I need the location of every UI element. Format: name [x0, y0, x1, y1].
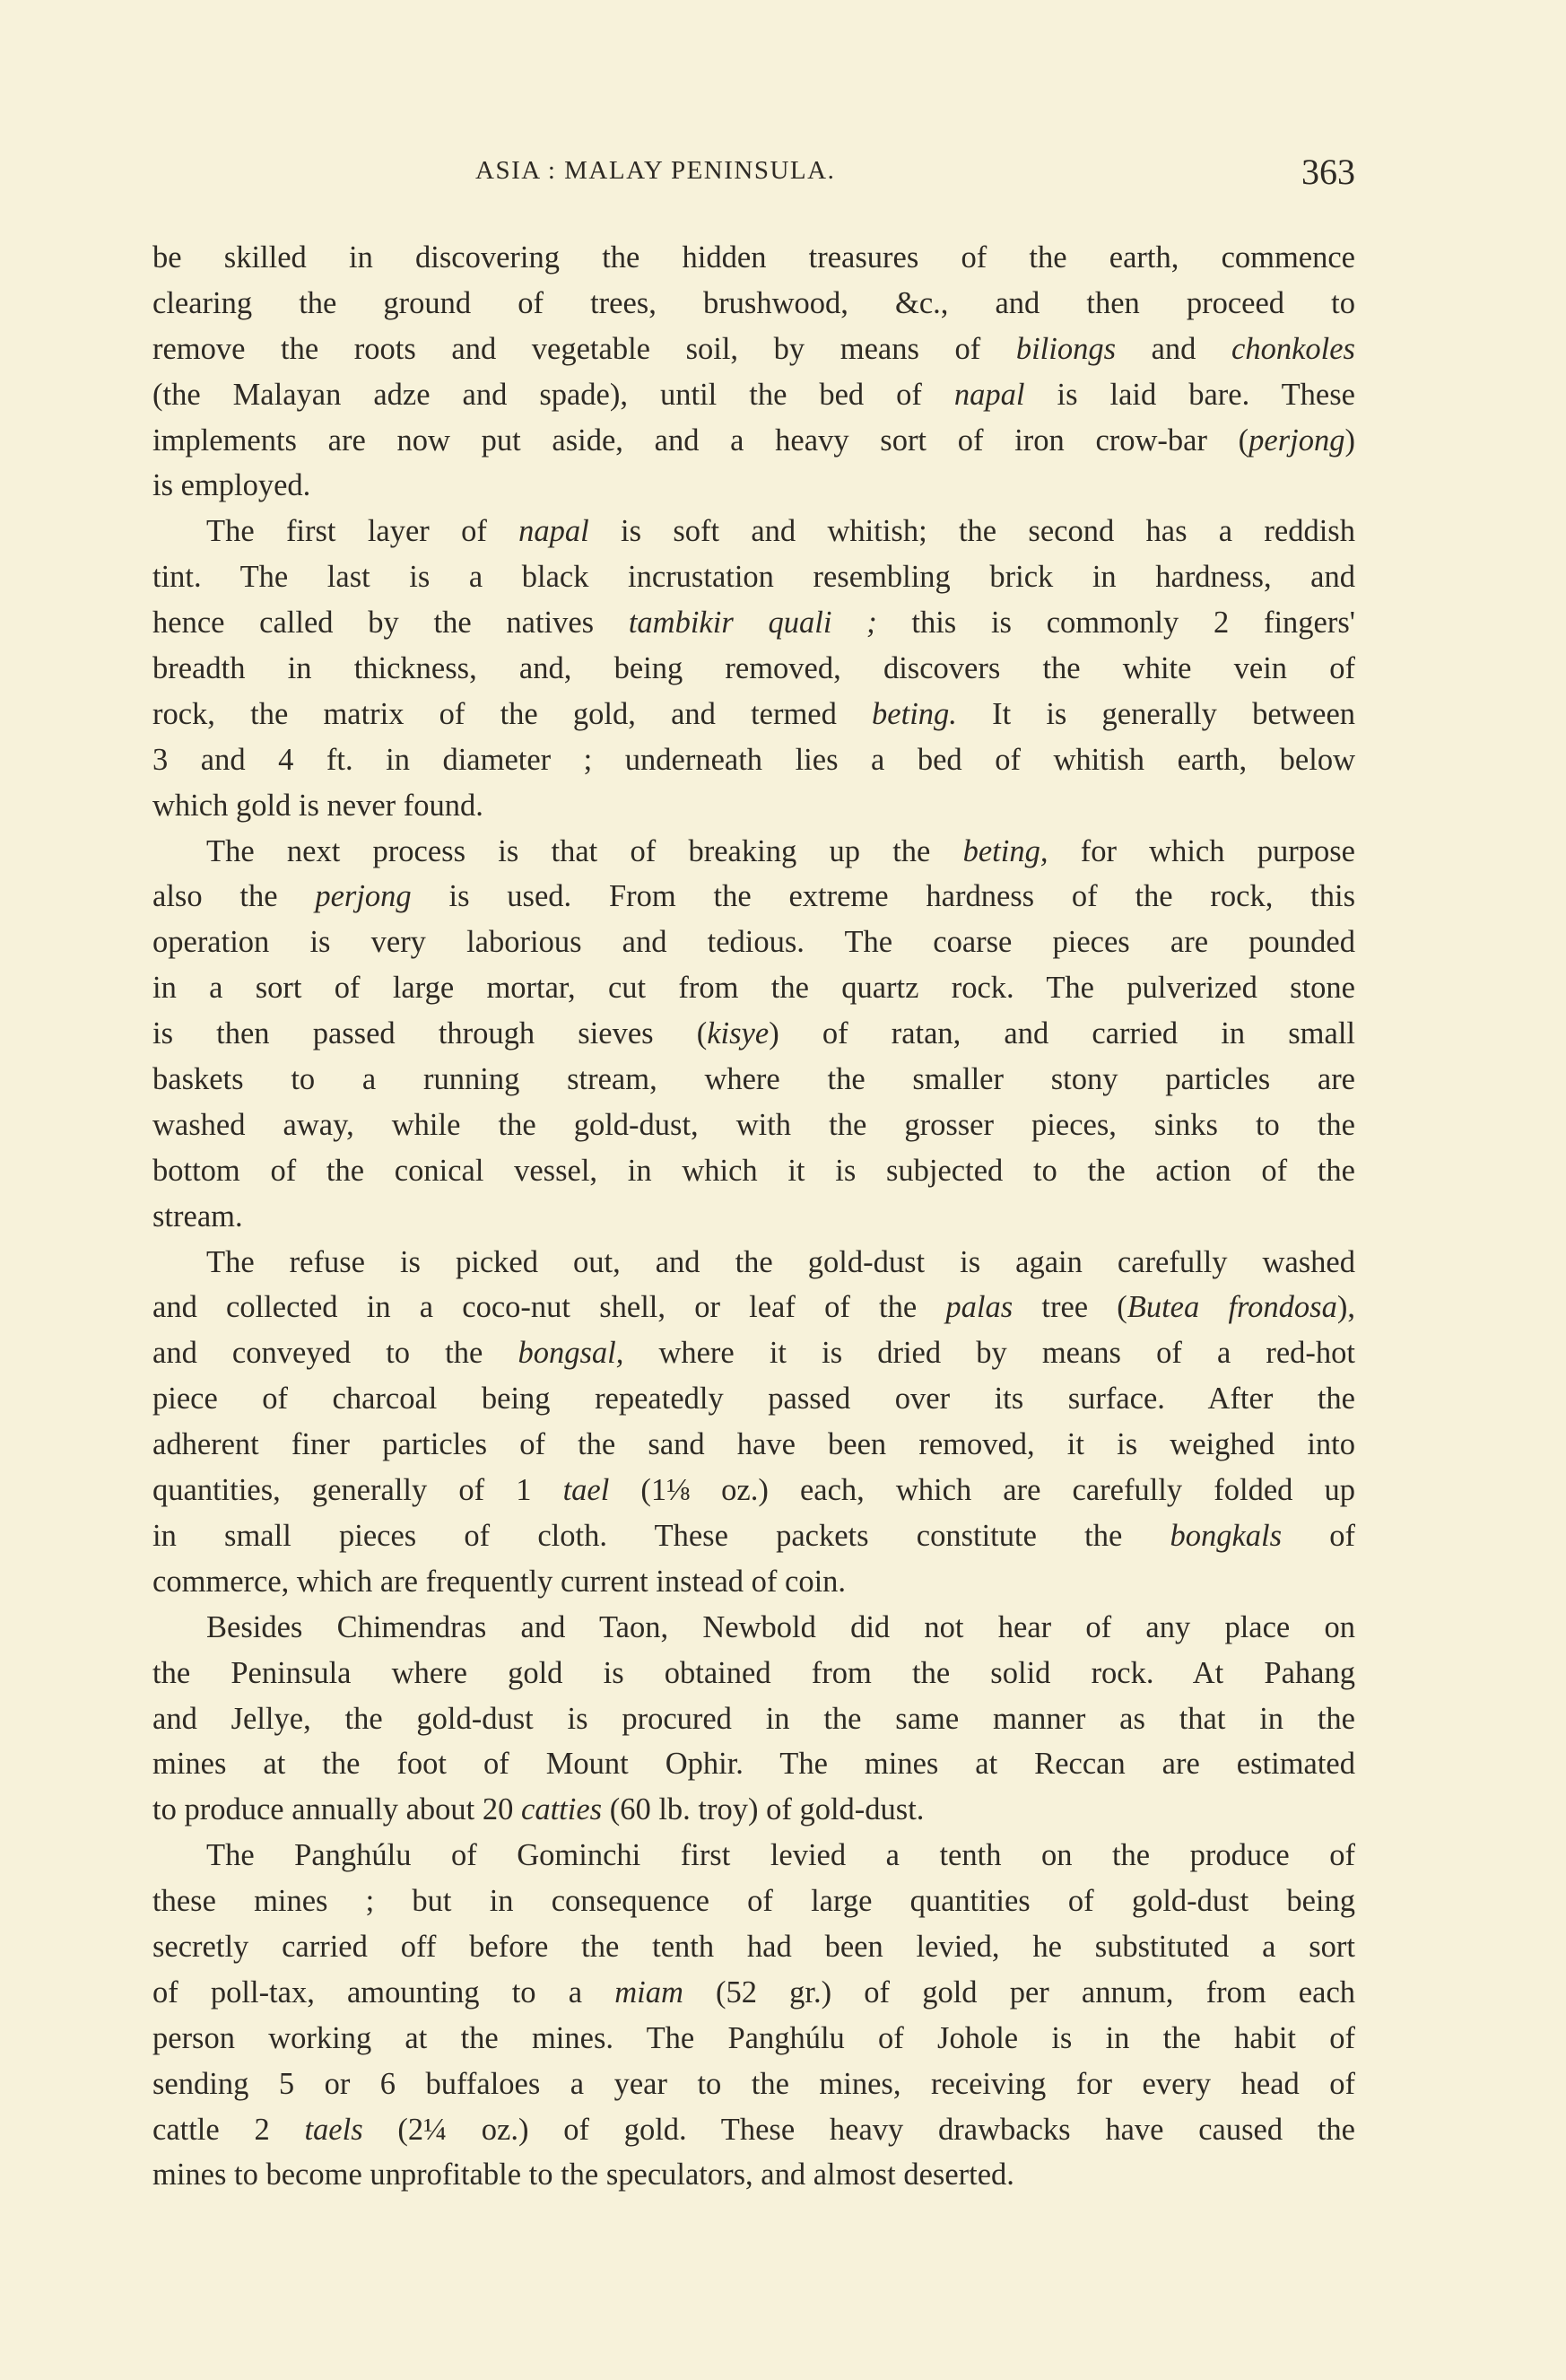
text-segment: for which purpose: [1048, 833, 1355, 868]
text-segment: which gold is never found.: [152, 788, 483, 823]
text-segment: (the Malayan adze and spade), until the bed of: [152, 377, 954, 412]
italic-term: biliongs: [1015, 331, 1117, 366]
text-line: [152, 829, 1355, 875]
body-text: [152, 235, 1355, 2198]
italic-term: perjong: [315, 879, 412, 914]
italic-term: napal: [953, 377, 1025, 412]
text-segment: and: [1116, 331, 1232, 366]
text-segment: adherent finer particles of the sand have been removed, it is weighed into: [152, 1427, 1355, 1462]
text-segment: 3 and 4 ft. in diameter ; underneath lies a bed of whitish earth, below: [152, 742, 1355, 777]
paragraph: [152, 1833, 1355, 2198]
text-segment: implements are now put aside, and a heavy sort of iron crow-bar (: [152, 423, 1249, 458]
text-line: [152, 1741, 1355, 1787]
text-segment: person working at the mines. The Panghúlu of Johole is in the habit of: [152, 2020, 1355, 2055]
text-segment: (52 gr.) of gold per annum, from each: [683, 1975, 1356, 2009]
text-line: [152, 1970, 1355, 2016]
text-segment: (2¼ oz.) of gold. These heavy drawbacks have caused the: [362, 2112, 1355, 2147]
text-segment: commerce, which are frequently current instead of coin.: [152, 1564, 847, 1599]
text-segment: ) of ratan, and carried in small: [769, 1016, 1355, 1051]
text-segment: and conveyed to the: [152, 1336, 518, 1371]
text-segment: ): [1344, 423, 1355, 458]
page-header: [152, 151, 1355, 196]
text-segment: tree (: [1013, 1290, 1127, 1325]
text-line: [152, 965, 1355, 1011]
text-line: [152, 2152, 1355, 2198]
text-line: [152, 235, 1355, 281]
text-segment: in a sort of large mortar, cut from the quartz rock. The pulverized stone: [152, 971, 1355, 1006]
text-line: [152, 920, 1355, 965]
text-segment: tint. The last is a black incrustation resembling brick in hardness, and: [152, 560, 1355, 595]
text-segment: The Panghúlu of Gominchi first levied a tenth on the produce of: [206, 1838, 1355, 1873]
text-segment: to produce annually about 20: [152, 1792, 522, 1827]
text-segment: The refuse is picked out, and the gold-dust is again carefully washed: [206, 1244, 1355, 1279]
text-line: [152, 1605, 1355, 1651]
text-line: [152, 1376, 1355, 1422]
text-segment: remove the roots and vegetable soil, by means of: [152, 331, 1016, 366]
text-segment: the Peninsula where gold is obtained from the solid rock. At Pahang: [152, 1655, 1355, 1690]
text-segment: is then passed through sieves (: [152, 1016, 708, 1051]
text-line: [152, 1787, 1355, 1833]
text-line: [152, 1559, 1355, 1605]
text-line: [152, 1422, 1355, 1468]
text-segment: mines at the foot of Mount Ophir. The mines at Reccan are estimated: [152, 1747, 1355, 1782]
text-segment: ),: [1336, 1290, 1355, 1325]
paragraph: [152, 509, 1355, 828]
text-line: [152, 2062, 1355, 2107]
text-segment: (1⅛ oz.) each, which are carefully folded up: [609, 1473, 1355, 1508]
text-line: [152, 1103, 1355, 1148]
text-line: [152, 1057, 1355, 1103]
text-segment: where it is dried by means of a red-hot: [623, 1336, 1355, 1371]
text-segment: Besides Chimendras and Taon, Newbold did not hear of any place on: [206, 1609, 1355, 1644]
text-line: [152, 327, 1355, 372]
text-segment: stream.: [152, 1199, 243, 1234]
text-line: [152, 646, 1355, 692]
text-segment: mines to become unprofitable to the speculators, and almost deserted.: [152, 2158, 1014, 2193]
text-segment: is soft and whitish; the second has a reddish: [588, 514, 1355, 549]
text-segment: clearing the ground of trees, brushwood, &c., and then proceed to: [152, 285, 1355, 320]
text-segment: in small pieces of cloth. These packets constitute the: [152, 1518, 1170, 1553]
text-segment: bottom of the conical vessel, in which it is subjected to the action of the: [152, 1153, 1355, 1188]
text-line: [152, 1240, 1355, 1286]
italic-term: bongkals: [1170, 1518, 1283, 1553]
text-line: [152, 600, 1355, 646]
text-line: [152, 1651, 1355, 1696]
text-line: [152, 1924, 1355, 1970]
text-segment: of poll-tax, amounting to a: [152, 1975, 615, 2009]
text-segment: is laid bare. These: [1024, 377, 1355, 412]
text-line: [152, 1011, 1355, 1057]
text-segment: It is generally between: [956, 696, 1356, 731]
italic-term: miam: [614, 1975, 683, 2009]
italic-term: taels: [304, 2112, 363, 2147]
paragraph: [152, 829, 1355, 1240]
text-line: [152, 1879, 1355, 1924]
italic-term: Butea frondosa: [1127, 1290, 1337, 1325]
text-segment: secretly carried off before the tenth had been levied, he substituted a sort: [152, 1929, 1355, 1964]
text-segment: be skilled in discovering the hidden treasures of the earth, commence: [152, 240, 1355, 275]
text-segment: this is commonly 2 fingers': [876, 606, 1355, 641]
text-segment: sending 5 or 6 buffaloes a year to the mines, receiving for every head of: [152, 2066, 1355, 2101]
italic-term: tael: [562, 1473, 610, 1508]
text-segment: and Jellye, the gold-dust is procured in the same manner as that in the: [152, 1701, 1355, 1736]
text-segment: hence called by the natives: [152, 606, 629, 641]
text-segment: breadth in thickness, and, being removed, discovers the white vein of: [152, 651, 1355, 686]
italic-term: kisye: [707, 1016, 770, 1051]
text-line: [152, 418, 1355, 464]
text-line: [152, 1696, 1355, 1742]
italic-term: beting.: [872, 696, 957, 731]
text-line: [152, 1330, 1355, 1376]
text-line: [152, 692, 1355, 737]
text-segment: of: [1282, 1518, 1355, 1553]
text-segment: also the: [152, 879, 316, 914]
text-line: [152, 463, 1355, 509]
text-line: [152, 554, 1355, 600]
italic-term: chonkoles: [1231, 331, 1355, 366]
text-line: [152, 737, 1355, 783]
text-line: [152, 1194, 1355, 1240]
text-segment: and collected in a coco-nut shell, or leaf of the: [152, 1290, 946, 1325]
italic-term: perjong: [1248, 423, 1345, 458]
italic-term: tambikir quali ;: [628, 606, 877, 641]
text-line: [152, 1285, 1355, 1330]
text-line: [152, 2016, 1355, 2062]
text-segment: is used. From the extreme hardness of the rock, this: [411, 879, 1355, 914]
text-segment: quantities, generally of 1: [152, 1473, 563, 1508]
page-number: 363: [1301, 152, 1355, 192]
text-segment: cattle 2: [152, 2112, 305, 2147]
text-segment: these mines ; but in consequence of large quantities of gold-dust being: [152, 1884, 1355, 1919]
text-segment: baskets to a running stream, where the smaller stony particles are: [152, 1062, 1355, 1097]
text-segment: The first layer of: [206, 514, 519, 549]
text-segment: rock, the matrix of the gold, and termed: [152, 696, 873, 731]
running-title: ASIA : MALAY PENINSULA.: [475, 156, 836, 185]
text-line: [152, 783, 1355, 829]
paragraph: [152, 1240, 1355, 1605]
text-line: [152, 281, 1355, 327]
italic-term: beting,: [962, 833, 1048, 868]
text-line: [152, 2107, 1355, 2153]
text-line: [152, 509, 1355, 554]
text-line: [152, 1468, 1355, 1513]
text-segment: The next process is that of breaking up the: [206, 833, 963, 868]
text-line: [152, 1513, 1355, 1559]
text-segment: piece of charcoal being repeatedly passed over its surface. After the: [152, 1382, 1355, 1417]
italic-term: palas: [945, 1290, 1014, 1325]
text-segment: operation is very laborious and tedious. The coarse pieces are pounded: [152, 925, 1355, 960]
italic-term: catties: [521, 1792, 603, 1827]
italic-term: napal: [518, 514, 589, 549]
text-line: [152, 372, 1355, 418]
text-segment: (60 lb. troy) of gold-dust.: [602, 1792, 925, 1827]
text-line: [152, 1148, 1355, 1194]
text-segment: washed away, while the gold-dust, with the grosser pieces, sinks to the: [152, 1107, 1355, 1142]
italic-term: bongsal,: [518, 1336, 624, 1371]
text-line: [152, 874, 1355, 920]
paragraph: [152, 1605, 1355, 1833]
text-line: [152, 1833, 1355, 1879]
paragraph: [152, 235, 1355, 509]
text-segment: is employed.: [152, 468, 311, 503]
